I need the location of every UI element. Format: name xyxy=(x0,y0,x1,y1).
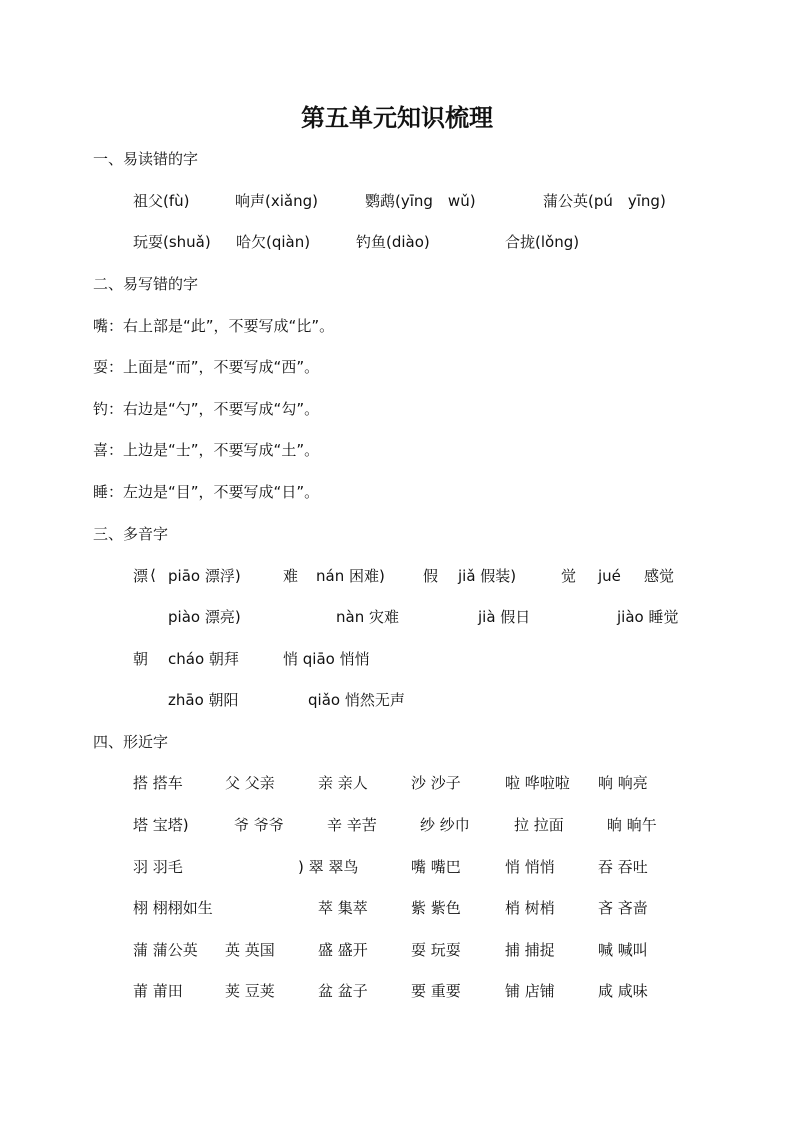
polyphone-reading: piāo 漂浮) xyxy=(168,567,241,585)
similar-char-item: 吝 吝啬 xyxy=(598,899,648,917)
word-item: 蒲公英(pú yīng) xyxy=(543,192,666,210)
section-heading-3: 三、多音字 xyxy=(93,525,169,543)
polyphone-reading: cháo 朝拜 xyxy=(168,650,239,668)
similar-char-item: 亲 亲人 xyxy=(318,774,368,792)
polyphone-reading: jià 假日 xyxy=(478,608,531,626)
word-item: 玩耍(shuǎ) xyxy=(133,233,211,251)
similar-char-item: 嘴 嘴巴 xyxy=(411,858,461,876)
word-item: 鹦鹉(yīng wǔ) xyxy=(365,192,476,210)
polyphone-reading: nán 困难) xyxy=(316,567,385,585)
similar-char-item: 盆 盆子 xyxy=(318,982,368,1000)
similar-char-item: 搭 搭车 xyxy=(133,774,183,792)
similar-char-item: 纱 纱巾 xyxy=(420,816,470,834)
rule-item: 喜：上边是“士”，不要写成“土”。 xyxy=(93,441,320,459)
similar-char-item: 紫 紫色 xyxy=(411,899,461,917)
similar-char-item: 栩 栩栩如生 xyxy=(133,899,213,917)
similar-char-item: 捕 捕捉 xyxy=(505,941,555,959)
polyphone-char: 漂 xyxy=(133,567,149,585)
polyphone-reading: nàn 灾难 xyxy=(336,608,399,626)
similar-char-item: ) 翠 翠鸟 xyxy=(298,858,359,876)
polyphone-reading: zhāo 朝阳 xyxy=(168,691,239,709)
brace-icon: ⟨ xyxy=(150,566,156,584)
polyphone-reading: piào 漂亮) xyxy=(168,608,241,626)
polyphone-char: 难 xyxy=(283,567,299,585)
similar-char-item: 梢 树梢 xyxy=(505,899,555,917)
similar-char-item: 塔 宝塔) xyxy=(133,816,189,834)
polyphone-reading: 悄 qiāo 悄悄 xyxy=(283,650,370,668)
polyphone-reading: jiào 睡觉 xyxy=(617,608,679,626)
similar-char-item: 啦 哗啦啦 xyxy=(505,774,570,792)
word-item: 祖父(fù) xyxy=(133,192,190,210)
similar-char-item: 拉 拉面 xyxy=(514,816,564,834)
rule-item: 睡：左边是“目”，不要写成“日”。 xyxy=(93,483,320,501)
similar-char-item: 沙 沙子 xyxy=(411,774,461,792)
word-item: 钓鱼(diào) xyxy=(356,233,430,251)
similar-char-item: 耍 玩耍 xyxy=(411,941,461,959)
similar-char-item: 盛 盛开 xyxy=(318,941,368,959)
similar-char-item: 爷 爷爷 xyxy=(234,816,284,834)
similar-char-item: 悄 悄悄 xyxy=(505,858,555,876)
similar-char-item: 晌 晌午 xyxy=(607,816,657,834)
polyphone-char: 假 xyxy=(423,567,439,585)
similar-char-item: 羽 羽毛 xyxy=(133,858,183,876)
similar-char-item: 喊 喊叫 xyxy=(598,941,648,959)
rule-item: 钓：右边是“勺”，不要写成“勾”。 xyxy=(93,400,320,418)
similar-char-item: 荚 豆荚 xyxy=(225,982,275,1000)
word-item: 响声(xiǎng) xyxy=(235,192,318,210)
word-item: 合拢(lǒng) xyxy=(505,233,580,251)
similar-char-item: 英 英国 xyxy=(225,941,275,959)
polyphone-char: 朝 xyxy=(133,650,149,668)
similar-char-item: 响 响亮 xyxy=(598,774,648,792)
similar-char-item: 蒲 蒲公英 xyxy=(133,941,198,959)
polyphone-reading: qiǎo 悄然无声 xyxy=(308,691,405,709)
similar-char-item: 辛 辛苦 xyxy=(327,816,377,834)
rule-item: 耍：上面是“而”，不要写成“西”。 xyxy=(93,358,320,376)
polyphone-char: 觉 xyxy=(561,567,577,585)
similar-char-item: 萃 集萃 xyxy=(318,899,368,917)
similar-char-item: 铺 店铺 xyxy=(505,982,555,1000)
section-heading-2: 二、易写错的字 xyxy=(93,275,199,293)
polyphone-reading: jué xyxy=(598,567,621,585)
similar-char-item: 要 重要 xyxy=(411,982,461,1000)
similar-char-item: 吞 吞吐 xyxy=(598,858,648,876)
page-title: 第五单元知识梳理 xyxy=(301,103,493,132)
section-heading-1: 一、易读错的字 xyxy=(93,150,199,168)
rule-item: 嘴：右上部是“此”，不要写成“比”。 xyxy=(93,317,335,335)
similar-char-item: 咸 咸味 xyxy=(598,982,648,1000)
word-item: 哈欠(qiàn) xyxy=(236,233,311,251)
similar-char-item: 父 父亲 xyxy=(225,774,275,792)
polyphone-word: 感觉 xyxy=(644,567,675,585)
similar-char-item: 莆 莆田 xyxy=(133,982,183,1000)
section-heading-4: 四、形近字 xyxy=(93,733,169,751)
polyphone-reading: jiǎ 假装) xyxy=(458,567,517,585)
